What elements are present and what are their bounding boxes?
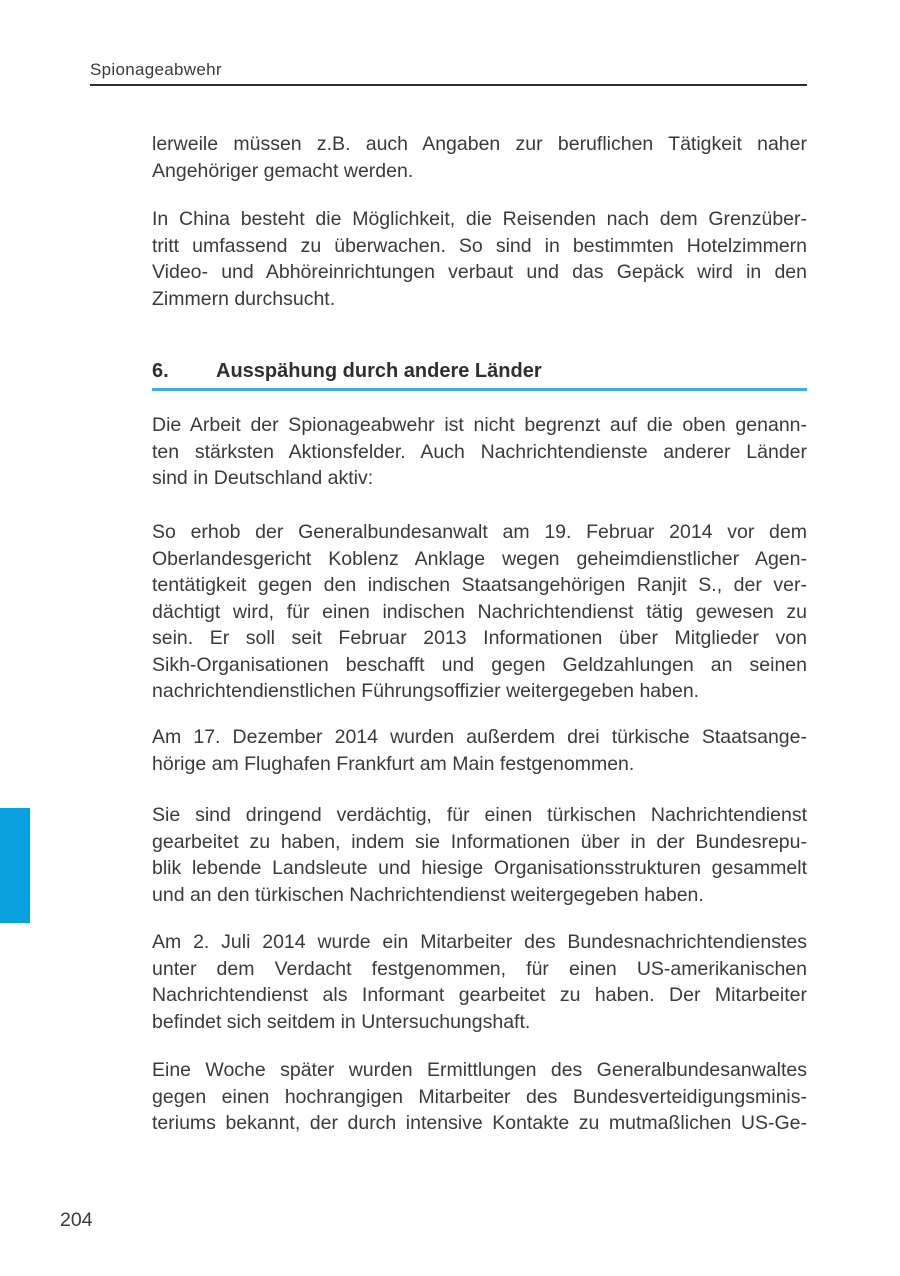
section-number: 6. (152, 360, 169, 382)
text-line: sein. Er soll seit Februar 2013 Informationen über Mitglieder von (152, 627, 807, 649)
paragraph (152, 929, 807, 1035)
text-line: Am 2. Juli 2014 wurde ein Mitarbeiter des Bundesnachrichtendienstes (152, 931, 807, 953)
text-line: befindet sich seitdem in Untersuchungshaft. (152, 1010, 531, 1033)
text-line: Am 17. Dezember 2014 wurden außerdem drei türkische Staatsange- (152, 726, 807, 748)
paragraph (152, 1057, 807, 1137)
text-line: tritt umfassend zu überwachen. So sind in bestimmten Hotelzimmern (152, 234, 807, 257)
text-line: Sie sind dringend verdächtig, für einen türkischen Nachrichtendienst (152, 804, 807, 826)
paragraph (152, 519, 807, 705)
section-heading (152, 358, 807, 391)
text-line: Oberlandesgericht Koblenz Anklage wegen geheimdienstlicher Agen- (152, 547, 807, 570)
paragraph (152, 802, 807, 908)
text-line: Zimmern durchsucht. (152, 287, 336, 310)
text-line: Nachrichtendienst als Informant gearbeitet zu haben. Der Mitarbeiter (152, 984, 807, 1006)
text-line: Die Arbeit der Spionageabwehr ist nicht begrenzt auf die oben genann- (152, 414, 807, 436)
text-line: und an den türkischen Nachrichtendienst weitergegeben haben. (152, 883, 704, 906)
paragraph (152, 206, 807, 312)
text-line: Angehöriger gemacht werden. (152, 159, 414, 182)
text-line: sind in Deutschland aktiv: (152, 467, 374, 489)
text-line: In China besteht die Möglichkeit, die Reisenden nach dem Grenzüber- (152, 208, 807, 230)
text-line: So erhob der Generalbundesanwalt am 19. Februar 2014 vor dem (152, 521, 807, 543)
text-line: teriums bekannt, der durch intensive Kontakte zu mutmaßlichen US-Ge- (152, 1112, 807, 1134)
text-line: tentätigkeit gegen den indischen Staatsangehörigen Ranjit S., der ver- (152, 574, 807, 596)
text-line: unter dem Verdacht festgenommen, für einen US-amerikanischen (152, 957, 807, 980)
text-line: dächtigt wird, für einen indischen Nachrichtendienst tätig gewesen zu (152, 600, 807, 623)
text-line: Sikh-Organisationen beschafft und gegen Geldzahlungen an seinen (152, 653, 807, 676)
paragraph (152, 724, 807, 777)
text-line: gegen einen hochrangigen Mitarbeiter des Bundesverteidigungsminis- (152, 1085, 807, 1108)
margin-marker (0, 808, 30, 923)
section-title: Ausspähung durch andere Länder (216, 360, 542, 382)
text-line: Eine Woche später wurden Ermittlungen des Generalbundesanwaltes (152, 1059, 807, 1081)
page-number: 204 (60, 1209, 93, 1231)
text-line: gearbeitet zu haben, indem sie Informationen über in der Bundesrepu- (152, 830, 807, 853)
paragraph (152, 131, 807, 184)
text-line: Video- und Abhöreinrichtungen verbaut und das Gepäck wird in den (152, 261, 807, 283)
text-line: lerweile müssen z.B. auch Angaben zur beruflichen Tätigkeit naher (152, 133, 807, 155)
text-line: hörige am Flughafen Frankfurt am Main festgenommen. (152, 752, 635, 775)
text-line: ten stärksten Aktionsfelder. Auch Nachrichtendienste anderer Länder (152, 440, 807, 463)
text-line: blik lebende Landsleute und hiesige Organisationsstrukturen gesammelt (152, 857, 807, 879)
text-line: nachrichtendienstlichen Führungsoffizier weitergegeben haben. (152, 680, 700, 702)
header-rule (90, 84, 807, 86)
paragraph (152, 412, 807, 492)
page-header-title: Spionageabwehr (90, 60, 222, 79)
